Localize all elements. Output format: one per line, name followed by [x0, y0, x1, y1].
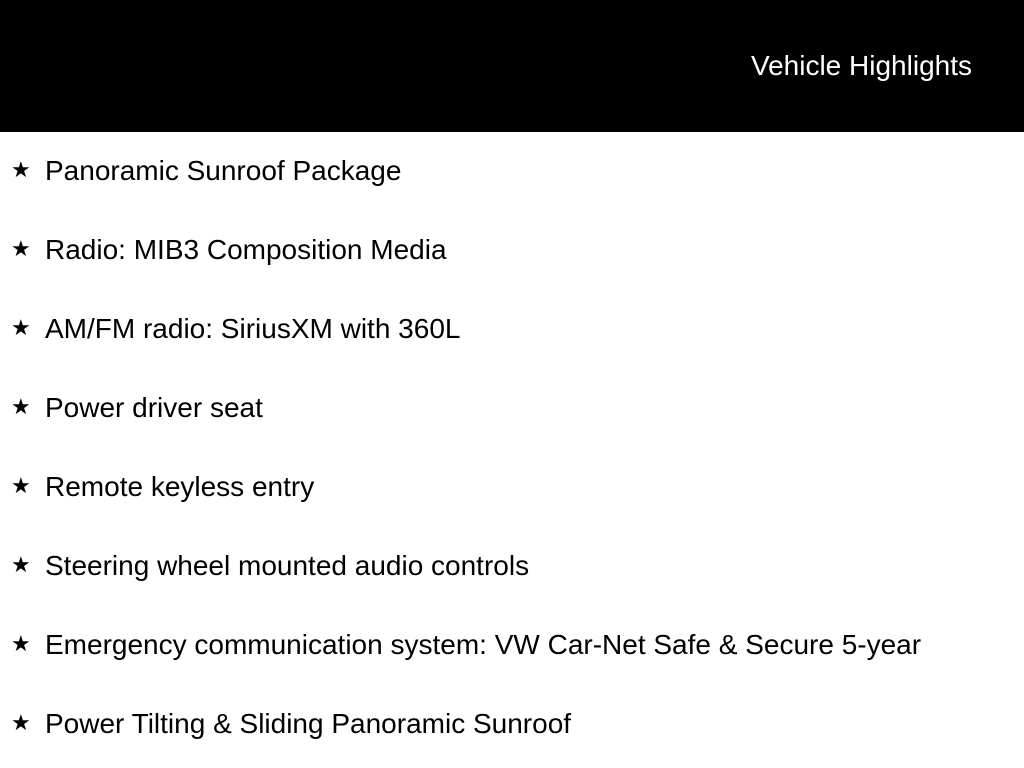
list-item — [0, 527, 1024, 606]
header-bar — [0, 0, 1024, 132]
list-item — [0, 685, 1024, 764]
highlight-label: Steering wheel mounted audio controls — [45, 550, 530, 581]
star-icon: ★ — [11, 710, 31, 735]
list-item — [0, 290, 1024, 369]
list-item — [0, 132, 1024, 211]
star-icon: ★ — [11, 552, 31, 577]
highlight-label: Emergency communication system: VW Car-Net Safe & Secure 5-year — [45, 629, 922, 660]
list-item — [0, 606, 1024, 685]
star-icon: ★ — [11, 473, 31, 498]
list-item — [0, 211, 1024, 290]
star-icon: ★ — [11, 394, 31, 419]
star-icon: ★ — [11, 315, 31, 340]
highlight-label: Panoramic Sunroof Package — [45, 155, 402, 186]
vehicle-highlights-list — [0, 132, 1024, 764]
page-title: Vehicle Highlights — [750, 50, 972, 81]
highlight-label: Power Tilting & Sliding Panoramic Sunroof — [45, 708, 572, 739]
highlight-label: Remote keyless entry — [45, 471, 315, 502]
highlight-label: AM/FM radio: SiriusXM with 360L — [45, 313, 461, 344]
list-item — [0, 448, 1024, 527]
highlight-label: Power driver seat — [45, 392, 263, 423]
highlight-label: Radio: MIB3 Composition Media — [45, 234, 447, 265]
list-item — [0, 369, 1024, 448]
star-icon: ★ — [11, 157, 31, 182]
star-icon: ★ — [11, 631, 31, 656]
star-icon: ★ — [11, 236, 31, 261]
